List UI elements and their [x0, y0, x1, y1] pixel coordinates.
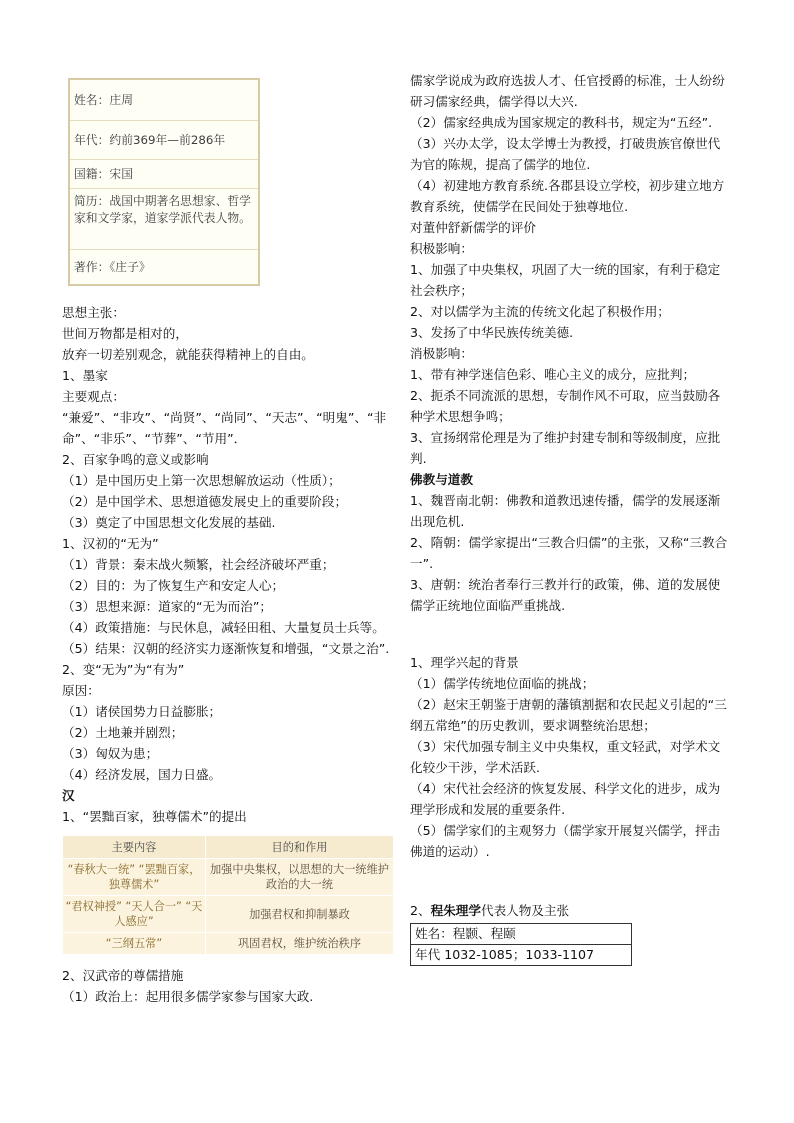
text-line: （4）宋代社会经济的恢复发展、科学文化的进步，成为理学形成和发展的重要条件.	[410, 781, 721, 817]
table-header: 主要内容	[63, 836, 206, 859]
buddhism-taoism-heading: 佛教与道教	[410, 472, 473, 487]
table-cell-purpose: 巩固君权，维护统治秩序	[205, 933, 393, 955]
text-line: （1）诸侯国势力日益膨胀；	[62, 704, 222, 719]
profile-name: 姓名：庄周	[70, 80, 258, 121]
text-line: 1、加强了中央集权，巩固了大一统的国家，有利于稳定社会秩序；	[410, 262, 721, 298]
text-line: （2）目的：为了恢复生产和安定人心；	[62, 578, 285, 593]
text-line: 2、隋朝：儒学家提出“三教合归儒”的主张，又称“三教合一”.	[410, 535, 728, 571]
text-line: 儒家学说成为政府选拔人才、任官授爵的标准，士人纷纷研习儒家经典，儒学得以大兴.	[410, 73, 725, 109]
text-line: （4）初建地方教育系统.各郡县设立学校，初步建立地方教育系统，使儒学在民间处于独尊地位.	[410, 178, 725, 214]
profile-bio: 简历：战国中期著名思想家、哲学家和文学家，道家学派代表人物。	[70, 189, 258, 250]
table-row	[63, 859, 394, 896]
text-line: “兼爱”、“非攻”、“尚贤”、“尚同”、“天志”、“明鬼”、“非命”、“非乐”、“节葬”、“节用”．	[62, 410, 387, 446]
table-row	[63, 933, 394, 955]
text-line: 2、百家争鸣的意义或影响	[62, 452, 209, 467]
spacer	[410, 616, 728, 652]
profile-works: 著作：《庄子》	[74, 259, 151, 274]
text-line: （5）儒学家们的主观努力（儒学家开展复兴儒学，抨击佛道的运动）.	[410, 823, 721, 859]
heading-prefix: 2、	[410, 903, 431, 918]
text-line: 1、汉初的“无为”	[62, 536, 159, 551]
text-line: 放弃一切差别观念，就能获得精神上的自由。	[62, 347, 314, 362]
table-cell-purpose: 加强中央集权，以思想的大一统维护政治的大一统	[205, 859, 393, 896]
table-cell-content: “春秋大一统” “罢黜百家，独尊儒术”	[63, 859, 206, 896]
text-line: （4）经济发展，国力日盛。	[62, 767, 222, 782]
text-line: 2、扼杀不同流派的思想，专制作风不可取，应当鼓励各种学术思想争鸣；	[410, 388, 721, 424]
text-line: （3）思想来源：道家的“无为而治”；	[62, 599, 272, 614]
text-line: 对董仲舒新儒学的评价	[410, 220, 536, 235]
table-row	[63, 896, 394, 933]
table-cell-content: “三纲五常”	[63, 933, 206, 955]
heading-bold: 程朱理学	[430, 903, 481, 918]
text-line: （3）奠定了中国思想文化发展的基础.	[62, 515, 276, 530]
text-line: 消极影响：	[410, 346, 473, 361]
profile-era: 年代：约前369年—前286年	[70, 121, 258, 160]
table-row	[411, 945, 632, 966]
profile-nation: 国籍：宋国	[70, 160, 258, 189]
text-line: （5）结果：汉朝的经济实力逐渐恢复和增强，“文景之治”.	[62, 641, 390, 656]
text-line: 1、墨家	[62, 368, 108, 383]
text-line: 思想主张：	[62, 305, 125, 320]
cheng-brothers-table	[410, 923, 632, 966]
text-line: 2、汉武帝的尊儒措施	[62, 968, 184, 983]
table-cell-content: “君权神授” “天人合一” “天人感应”	[63, 896, 206, 933]
table-header: 目的和作用	[205, 836, 393, 859]
text-line: 主要观点：	[62, 389, 125, 404]
text-line: （2）赵宋王朝鉴于唐朝的藩镇割据和农民起义引起的“三纲五常绝”的历史教训，要求调整统治思想；	[410, 697, 727, 733]
text-line: 1、魏晋南北朝：佛教和道教迅速传播，儒学的发展逐渐出现危机.	[410, 493, 721, 529]
text-line: 原因：	[62, 683, 100, 698]
text-line: （3）宋代加强专制主义中央集权，重文轻武，对学术文化较少干涉，学术活跃.	[410, 739, 721, 775]
text-line: （1）是中国历史上第一次思想解放运动（性质）；	[62, 473, 341, 488]
text-line: （3）匈奴为患；	[62, 746, 159, 761]
text-line: 1、理学兴起的背景	[410, 655, 519, 670]
text-line: （4）政策措施：与民休息，减轻田租、大量复员士兵等。	[62, 620, 385, 635]
text-line: 2、对以儒学为主流的传统文化起了积极作用；	[410, 304, 670, 319]
text-line: （3）兴办太学，设太学博士为教授，打破贵族官僚世代为官的陈规，提高了儒学的地位.	[410, 136, 721, 172]
table-row	[411, 924, 632, 945]
text-line: 3、唐朝：统治者奉行三教并行的政策，佛、道的发展使儒学正统地位面临严重挑战.	[410, 577, 721, 613]
confucianism-table	[62, 835, 394, 955]
text-line: 3、发扬了中华民族传统美德.	[410, 325, 574, 340]
table-cell: 姓名：程颢、程颐	[411, 924, 632, 945]
text-line: （1）背景：秦末战火频繁，社会经济破坏严重；	[62, 557, 335, 572]
heading-suffix: 代表人物及主张	[480, 903, 570, 918]
spacer	[410, 862, 728, 900]
table-cell: 年代 1032-1085；1033-1107	[411, 945, 632, 966]
cheng-zhu-heading	[410, 900, 728, 921]
text-line: （2）是中国学术、思想道德发展史上的重要阶段；	[62, 494, 348, 509]
han-heading: 汉	[62, 788, 75, 803]
table-cell-purpose: 加强君权和抑制暴政	[205, 896, 393, 933]
text-line: （2）儒家经典成为国家规定的教科书，规定为“五经”.	[410, 115, 713, 130]
text-line: 2、变“无为”为“有为”	[62, 662, 185, 677]
text-line: （1）儒学传统地位面临的挑战；	[410, 676, 595, 691]
text-line: 3、宣扬纲常伦理是为了维护封建专制和等级制度，应批判.	[410, 430, 721, 466]
text-line: （2）土地兼并剧烈；	[62, 725, 184, 740]
text-line: 积极影响：	[410, 241, 473, 256]
text-line: 世间万物都是相对的，	[62, 326, 188, 341]
left-column	[62, 70, 394, 1007]
zhuangzhou-profile-box	[68, 78, 260, 286]
text-line: 1、带有神学迷信色彩、唯心主义的成分，应批判；	[410, 367, 696, 382]
text-line: （1）政治上：起用很多儒学家参与国家大政.	[62, 989, 314, 1004]
han-subheading: 1、“罢黜百家，独尊儒术”的提出	[62, 809, 247, 824]
right-column	[410, 70, 728, 966]
